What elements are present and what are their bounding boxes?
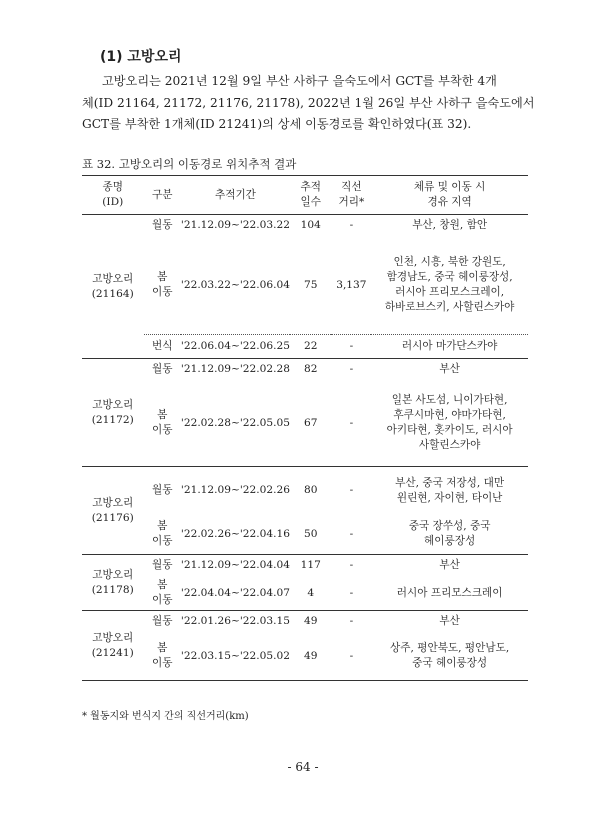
distance-cell: -: [349, 416, 354, 429]
table-row: [82, 359, 528, 381]
distance-cell: -: [331, 467, 371, 515]
period-cell: '22.04.04~'22.04.07: [180, 586, 290, 599]
route-cell: 부산: [371, 611, 528, 633]
distance-cell: -: [331, 215, 371, 237]
route-cell: 부산: [371, 359, 528, 381]
days-cell: 75: [303, 278, 318, 291]
header-period: 추적기간: [181, 176, 290, 215]
category-cell: 봄 이동: [152, 579, 173, 607]
period-cell: '22.02.28~'22.05.05: [180, 416, 290, 429]
header-route: 체류 및 이동 시 경유 지역: [371, 176, 528, 215]
route-cell: 상주, 평안북도, 평안남도, 중국 헤이룽장성: [371, 633, 528, 681]
distance-cell: -: [331, 555, 371, 577]
table-row: [82, 237, 528, 335]
table-row: [82, 215, 528, 237]
category-cell: 월동: [144, 467, 181, 515]
table-row: [82, 611, 528, 633]
category-cell: 월동: [144, 555, 181, 577]
species-cell: 고방오리 (21241): [82, 611, 144, 681]
period-cell: '22.01.26~'22.03.15: [181, 611, 290, 633]
period-cell: '21.12.09~'22.02.28: [181, 359, 290, 381]
route-cell: 러시아 프리모스크레이: [396, 586, 503, 599]
table-caption: 표 32. 고방오리의 이동경로 위치추적 결과: [82, 157, 297, 171]
days-cell: 50: [303, 527, 318, 540]
category-cell: 월동: [144, 359, 181, 381]
table-body: [82, 215, 528, 681]
route-cell: 러시아 마가단스카야: [371, 335, 528, 359]
header-distance: 직선 거리*: [331, 176, 371, 215]
body-paragraph: [82, 71, 535, 136]
header-days: 추적 일수: [290, 176, 332, 215]
table-header-row: [82, 176, 528, 215]
page-number: - 64 -: [287, 760, 319, 774]
section-heading: (1) 고방오리: [100, 49, 182, 65]
days-cell: 4: [307, 586, 315, 599]
distance-cell: -: [331, 359, 371, 381]
route-cell: 인천, 시흥, 북한 강원도, 함경남도, 중국 헤이룽장성, 러시아 프리모스크레이, 하바로브스키, 사할린스카야: [384, 256, 515, 314]
days-cell: 80: [290, 467, 332, 515]
category-cell: 번식: [144, 335, 181, 359]
paragraph-line: 체(ID 21164, 21172, 21176, 21178), 2022년 1월 26일 부산 사하구 을숙도에서: [82, 95, 535, 110]
category-cell: 월동: [144, 215, 181, 237]
header-species: 종명 (ID): [82, 176, 144, 215]
paragraph-line: 고방오리는 2021년 12월 9일 부산 사하구 을숙도에서 GCT를 부착한 4개: [102, 74, 497, 88]
distance-cell: -: [331, 335, 371, 359]
table-row: [82, 335, 528, 359]
route-cell: 부산, 창원, 함안: [371, 215, 528, 237]
distance-cell: 3,137: [336, 278, 367, 291]
category-cell: 봄 이동: [152, 271, 173, 299]
category-cell: 봄 이동: [152, 409, 173, 437]
days-cell: 22: [290, 335, 332, 359]
paragraph-line: GCT를 부착한 1개체(ID 21241)의 상세 이동경로를 확인하였다(표 32).: [82, 117, 472, 131]
period-cell: '21.12.09~'22.04.04: [181, 555, 290, 577]
species-cell: 고방오리 (21176): [82, 467, 144, 555]
days-cell: 49: [290, 633, 332, 681]
footnote: * 월동지와 번식지 간의 직선거리(km): [82, 711, 249, 722]
days-cell: 82: [290, 359, 332, 381]
route-cell: 일본 사도섬, 니이가타현, 후쿠시마현, 야마가타현, 아키타현, 홋카이도, 러시아 사할린스카야: [386, 394, 513, 452]
species-cell: 고방오리 (21164): [82, 215, 144, 359]
distance-cell: -: [349, 586, 354, 599]
period-cell: '22.02.26~'22.04.16: [180, 527, 290, 540]
category-cell: 월동: [144, 611, 181, 633]
days-cell: 49: [290, 611, 332, 633]
table-row: [82, 577, 528, 611]
period-cell: '22.03.15~'22.05.02: [181, 633, 290, 681]
period-cell: '21.12.09~'22.03.22: [181, 215, 290, 237]
tracking-table: [82, 175, 528, 681]
period-cell: '22.06.04~'22.06.25: [181, 335, 290, 359]
species-cell: 고방오리 (21172): [82, 359, 144, 467]
table-row: [82, 633, 528, 681]
route-cell: 중국 장쑤성, 중국 헤이룽장성: [408, 520, 491, 548]
days-cell: 67: [303, 416, 318, 429]
distance-cell: -: [331, 611, 371, 633]
header-category: 구분: [144, 176, 181, 215]
table-row: [82, 467, 528, 515]
route-cell: 부산, 중국 저장성, 대만 윈린현, 자이현, 타이난: [371, 467, 528, 515]
category-cell: 봄 이동: [144, 633, 181, 681]
species-cell: 고방오리 (21178): [82, 555, 144, 611]
table-row: [82, 381, 528, 467]
category-cell: 봄 이동: [152, 520, 173, 548]
period-cell: '22.03.22~'22.06.04: [180, 278, 290, 291]
distance-cell: -: [331, 633, 371, 681]
table-row: [82, 515, 528, 555]
table-row: [82, 555, 528, 577]
days-cell: 117: [290, 555, 332, 577]
route-cell: 부산: [371, 555, 528, 577]
period-cell: '21.12.09~'22.02.26: [181, 467, 290, 515]
days-cell: 104: [290, 215, 332, 237]
distance-cell: -: [349, 527, 354, 540]
